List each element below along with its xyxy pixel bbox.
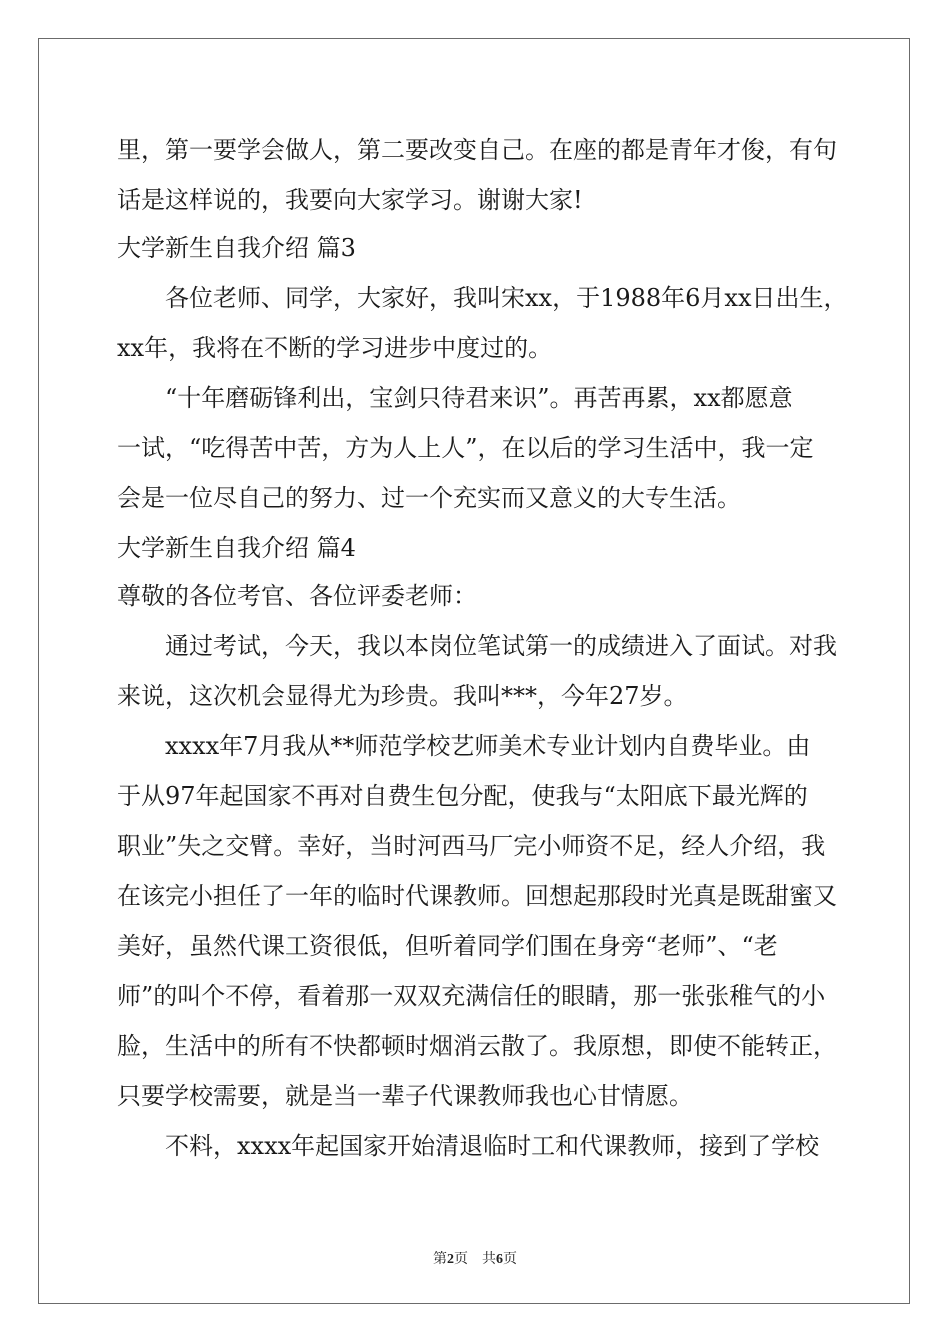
text-line: 职业”失之交臂。幸好，当时河西马厂完小师资不足，经人介绍，我 bbox=[117, 832, 826, 860]
text-line: 通过考试，今天，我以本岗位笔试第一的成绩进入了面试。对我 bbox=[165, 632, 837, 660]
section-heading: 大学新生自我介绍 篇3 bbox=[117, 234, 356, 262]
text-line: 各位老师、同学，大家好，我叫宋xx，于1988年6月xx日出生， bbox=[165, 284, 848, 312]
text-line: “十年磨砺锋利出，宝剑只待君来识”。再苦再累，xx都愿意 bbox=[165, 384, 793, 412]
text-line: 于从97年起国家不再对自费生包分配，使我与“太阳底下最光辉的 bbox=[117, 782, 808, 810]
footer-mid: 页 共 bbox=[454, 1252, 496, 1267]
text-line: xx年，我将在不断的学习进步中度过的。 bbox=[117, 334, 553, 362]
text-line: xxxx年7月我从**师范学校艺师美术专业计划内自费毕业。由 bbox=[165, 732, 811, 760]
section-heading: 大学新生自我介绍 篇4 bbox=[117, 534, 356, 562]
text-line: 来说，这次机会显得尤为珍贵。我叫***，今年27岁。 bbox=[117, 682, 688, 710]
text-line: 会是一位尽自己的努力、过一个充实而又意义的大专生活。 bbox=[117, 484, 741, 512]
text-line: 师”的叫个不停，看着那一双双充满信任的眼睛，那一张张稚气的小 bbox=[117, 982, 826, 1010]
footer-prefix: 第 bbox=[433, 1252, 447, 1267]
page-footer bbox=[0, 1248, 950, 1268]
total-page-count: 6 bbox=[496, 1252, 503, 1267]
text-line: 里，第一要学会做人，第二要改变自己。在座的都是青年才俊，有句 bbox=[117, 136, 837, 164]
salutation: 尊敬的各位考官、各位评委老师： bbox=[117, 582, 477, 610]
text-line: 话是这样说的，我要向大家学习。谢谢大家! bbox=[117, 186, 583, 214]
footer-suffix: 页 bbox=[503, 1252, 517, 1267]
text-line: 不料，xxxx年起国家开始清退临时工和代课教师，接到了学校 bbox=[165, 1132, 820, 1160]
text-line: 只要学校需要，就是当一辈子代课教师我也心甘情愿。 bbox=[117, 1082, 693, 1110]
current-page-number: 2 bbox=[447, 1252, 454, 1267]
text-line: 美好，虽然代课工资很低，但听着同学们围在身旁“老师”、“老 bbox=[117, 932, 778, 960]
text-line: 脸，生活中的所有不快都顿时烟消云散了。我原想，即使不能转正， bbox=[117, 1032, 837, 1060]
text-line: 在该完小担任了一年的临时代课教师。回想起那段时光真是既甜蜜又 bbox=[117, 882, 837, 910]
text-line: 一试，“吃得苦中苦，方为人上人”，在以后的学习生活中，我一定 bbox=[117, 434, 814, 462]
